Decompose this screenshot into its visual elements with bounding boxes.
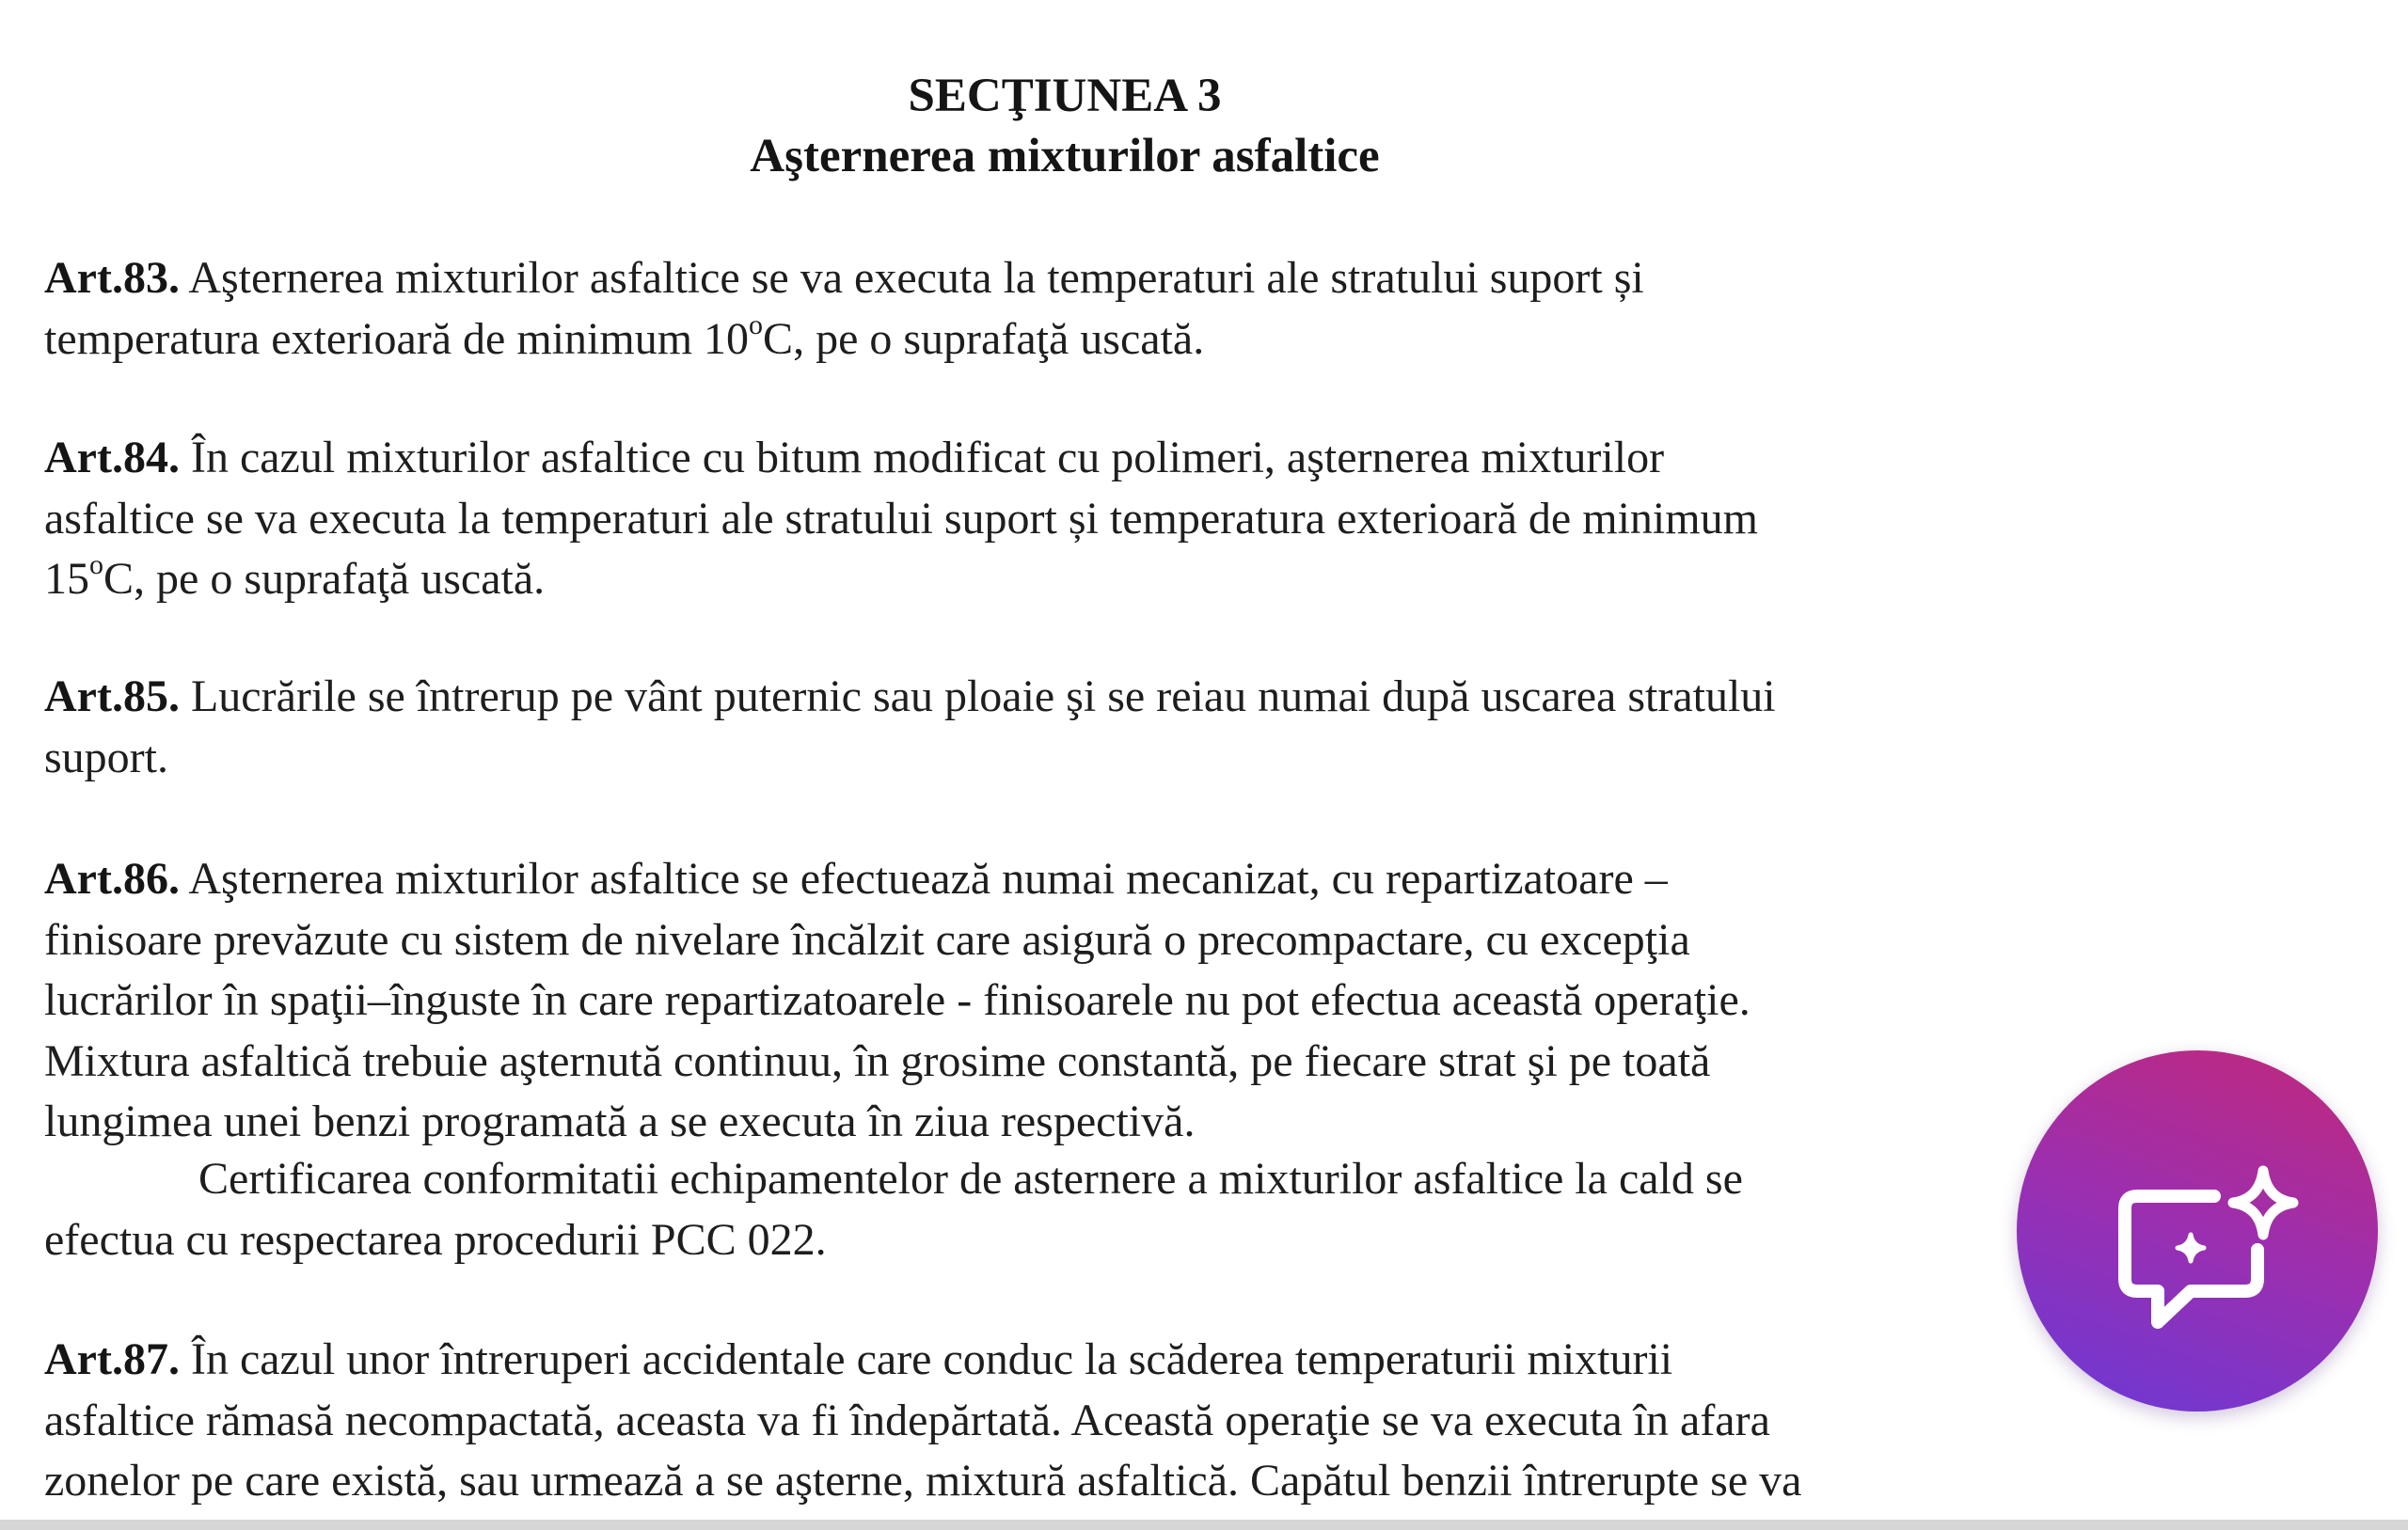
- degree-sign: o: [89, 549, 103, 580]
- article-text: asfaltice se va executa la temperaturi ale stratului suport și temperatura exterioară de minimum: [44, 493, 1758, 544]
- article-text: Aşternerea mixturilor asfaltice se va executa la temperaturi ale stratului suport și: [188, 253, 1644, 303]
- article-84: [44, 428, 2083, 610]
- article-85: [44, 667, 2083, 788]
- article-text: suport.: [44, 732, 168, 782]
- article-text: finisoare prevăzute cu sistem de nivelare încălzit care asigură o precompactare, cu excepţia: [44, 914, 1690, 965]
- article-label: Art.84.: [44, 433, 180, 482]
- article-text: lungimea unei benzi programată a se executa în ziua respectivă.: [44, 1096, 1196, 1146]
- article-text: Mixtura asfaltică trebuie aşternută continuu, în grosime constantă, pe fiecare strat şi pe toată: [44, 1035, 1711, 1086]
- article-label: Art.85.: [44, 671, 180, 721]
- article-83: [44, 248, 2083, 370]
- article-text: Aşternerea mixturilor asfaltice se efectuează numai mecanizat, cu repartizatoare –: [188, 854, 1668, 904]
- chat-sparkle-icon: [2017, 1050, 2378, 1412]
- article-text: asfaltice rămasă necompactată, aceasta va fi îndepărtată. Această operaţie se va executa în afara: [44, 1395, 1770, 1445]
- article-text: C, pe o suprafaţă uscată.: [763, 313, 1205, 364]
- article-text: Lucrările se întrerup pe vânt puternic sau ploaie şi se reiau numai după uscarea stratului: [190, 671, 1776, 721]
- article-label: Art.86.: [44, 854, 180, 904]
- article-86-followup: [44, 1149, 2083, 1270]
- article-87: [44, 1330, 2083, 1512]
- article-text: Certificarea conformitatii echipamentelor de asternere a mixturilor asfaltice la cald se: [198, 1154, 1743, 1204]
- section-title: SECŢIUNEA 3: [908, 70, 1222, 122]
- article-text: În cazul mixturilor asfaltice cu bitum modificat cu polimeri, aşternerea mixturilor: [190, 433, 1665, 482]
- article-text: efectua cu respectarea procedurii PCC 022.: [44, 1214, 827, 1265]
- article-text: 15: [44, 554, 89, 604]
- degree-sign: o: [749, 308, 764, 340]
- article-label: Art.83.: [44, 253, 180, 303]
- article-text: În cazul unor întreruperi accidentale care conduc la scăderea temperaturii mixturii: [190, 1334, 1673, 1384]
- article-86: [44, 849, 2083, 1153]
- article-text: C, pe o suprafaţă uscată.: [103, 554, 546, 604]
- horizontal-scrollbar[interactable]: [0, 1520, 2408, 1530]
- section-subtitle: Aşternerea mixturilor asfaltice: [750, 130, 1380, 182]
- article-text: lucrărilor în spaţii–înguste în care repartizatoarele - finisoarele nu pot efectua această operaţie.: [44, 975, 1751, 1025]
- article-text: zonelor pe care există, sau urmează a se aşterne, mixtură asfaltică. Capătul benzii întrerupte se va: [44, 1456, 1802, 1506]
- article-text: temperatura exterioară de minimum 10: [44, 313, 750, 364]
- ai-assistant-button[interactable]: [2017, 1050, 2378, 1412]
- article-label: Art.87.: [44, 1334, 180, 1384]
